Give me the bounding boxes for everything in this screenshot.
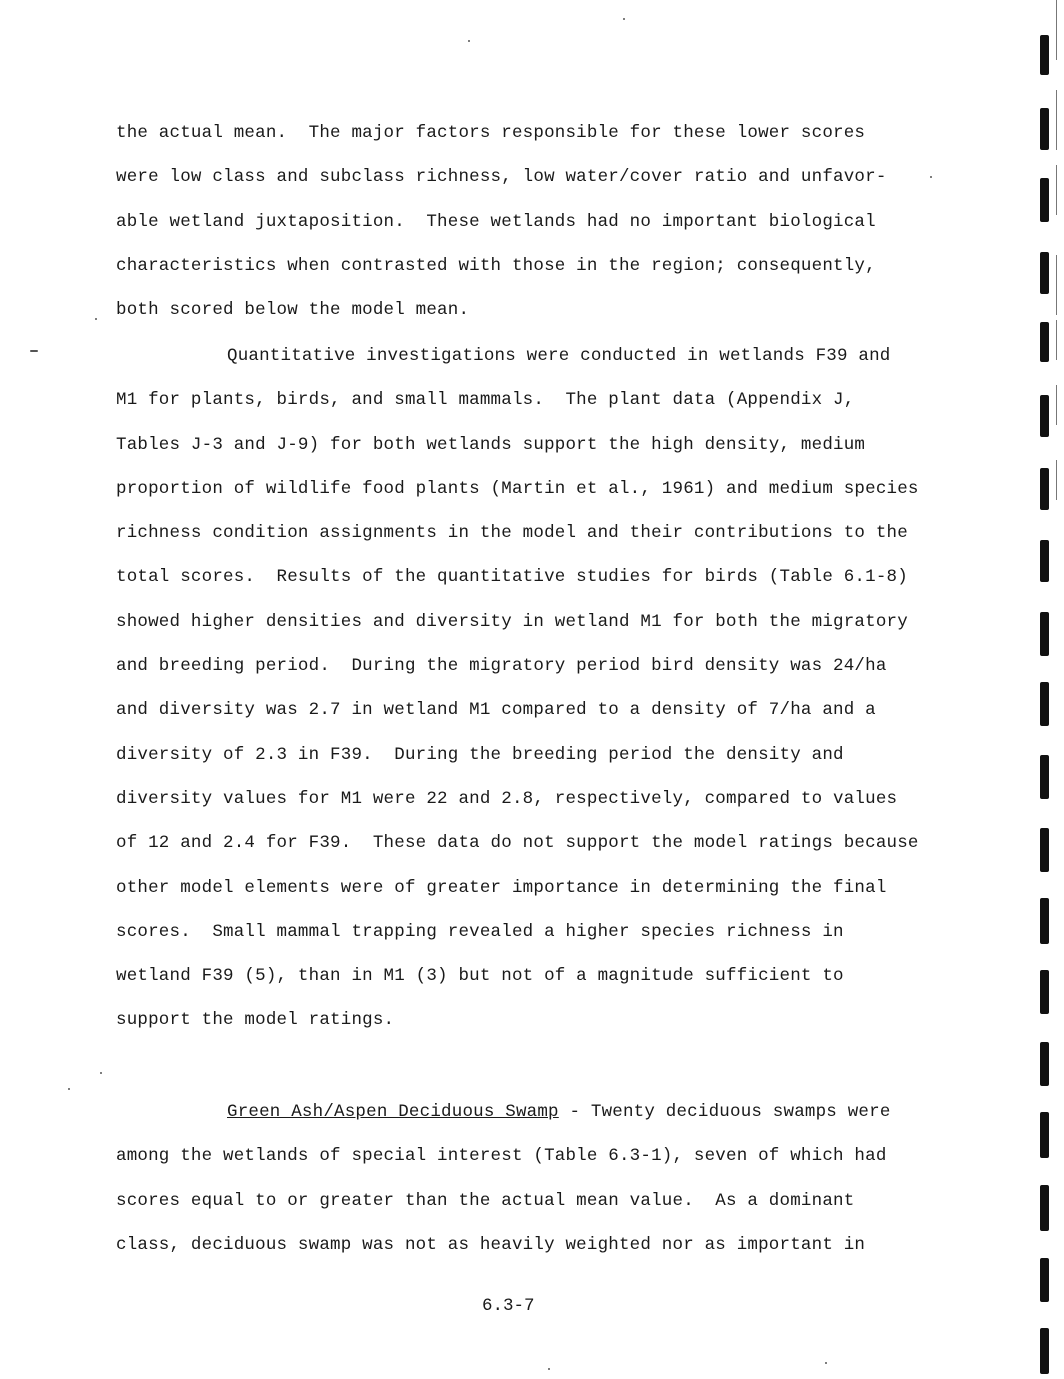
text-line: scores equal to or greater than the actual mean value. As a dominant: [116, 1190, 855, 1211]
binder-hole: [1040, 108, 1049, 150]
text-span: - Twenty deciduous swamps were: [558, 1102, 891, 1122]
text-line: richness condition assignments in the model and their contributions to the: [116, 523, 908, 544]
text-line: M1 for plants, birds, and small mammals. The plant data (Appendix J,: [116, 390, 855, 411]
text-line: among the wetlands of special interest (Table 6.3-1), seven of which had: [116, 1146, 887, 1167]
text-line: Quantitative investigations were conducted in wetlands F39 and: [227, 346, 891, 366]
binder-hole: [1040, 898, 1049, 944]
paragraph-3: [116, 1090, 956, 1267]
binder-hole: [1040, 468, 1049, 510]
text-line: other model elements were of greater importance in determining the final: [116, 877, 887, 898]
paragraph-1: [116, 111, 956, 332]
text-line: total scores. Results of the quantitative studies for birds (Table 6.1-8): [116, 567, 908, 588]
scan-speck: [68, 1088, 70, 1090]
edge-line: [1056, 0, 1057, 60]
binder-hole: [1040, 755, 1049, 799]
edge-line: [1056, 165, 1057, 215]
edge-line: [1056, 385, 1057, 425]
binder-hole: [1040, 1042, 1049, 1086]
binder-hole: [1040, 178, 1049, 222]
binder-hole: [1040, 612, 1049, 656]
text-line: Tables J-3 and J-9) for both wetlands support the high density, medium: [116, 434, 866, 455]
binder-hole: [1040, 252, 1049, 294]
binder-hole: [1040, 395, 1049, 437]
scan-speck: [100, 1072, 102, 1074]
text-line: scores. Small mammal trapping revealed a higher species richness in: [116, 921, 844, 942]
text-line: showed higher densities and diversity in wetland M1 for both the migratory: [116, 611, 908, 632]
text-line: able wetland juxtaposition. These wetlands had no important biological: [116, 211, 876, 232]
scan-speck: [623, 18, 625, 20]
edge-line: [1056, 255, 1057, 315]
scan-speck: [95, 318, 97, 320]
text-line: diversity values for M1 were 22 and 2.8, respectively, compared to values: [116, 788, 898, 809]
text-line: characteristics when contrasted with those in the region; consequently,: [116, 255, 876, 276]
page-number: 6.3-7: [482, 1296, 535, 1316]
text-line: wetland F39 (5), than in M1 (3) but not of a magnitude sufficient to: [116, 966, 844, 987]
text-line: were low class and subclass richness, low water/cover ratio and unfavor-: [116, 167, 887, 188]
text-line: both scored below the model mean.: [116, 300, 470, 321]
text-line: diversity of 2.3 in F39. During the breeding period the density and: [116, 744, 844, 765]
text-line: [116, 1090, 956, 1134]
scan-speck: [825, 1362, 827, 1364]
binder-edge: [1030, 0, 1064, 1379]
scan-speck: [930, 176, 932, 178]
binder-hole: [1040, 1185, 1049, 1231]
text-line: proportion of wildlife food plants (Martin et al., 1961) and medium species: [116, 478, 919, 499]
text-line: class, deciduous swamp was not as heavily weighted nor as important in: [116, 1234, 866, 1255]
binder-hole: [1040, 828, 1049, 872]
binder-hole: [1040, 1328, 1049, 1374]
scan-speck: [30, 350, 38, 352]
text-line: of 12 and 2.4 for F39. These data do not support the model ratings because: [116, 833, 919, 854]
binder-hole: [1040, 1112, 1049, 1158]
scan-speck: [468, 40, 470, 42]
binder-hole: [1040, 1258, 1049, 1302]
scan-speck: [548, 1368, 550, 1370]
binder-hole: [1040, 322, 1049, 362]
binder-hole: [1040, 970, 1049, 1014]
text-line: and diversity was 2.7 in wetland M1 compared to a density of 7/ha and a: [116, 700, 876, 721]
edge-line: [1056, 320, 1057, 360]
edge-line: [1056, 90, 1057, 150]
edge-line: [1056, 460, 1057, 500]
binder-hole: [1040, 35, 1049, 75]
section-heading: Green Ash/Aspen Deciduous Swamp: [227, 1102, 559, 1122]
text-line: and breeding period. During the migratory period bird density was 24/ha: [116, 656, 887, 677]
binder-hole: [1040, 540, 1049, 582]
paragraph-2: [116, 334, 956, 1043]
text-line: support the model ratings.: [116, 1010, 395, 1031]
text-line: the actual mean. The major factors responsible for these lower scores: [116, 123, 866, 143]
binder-hole: [1040, 682, 1049, 726]
